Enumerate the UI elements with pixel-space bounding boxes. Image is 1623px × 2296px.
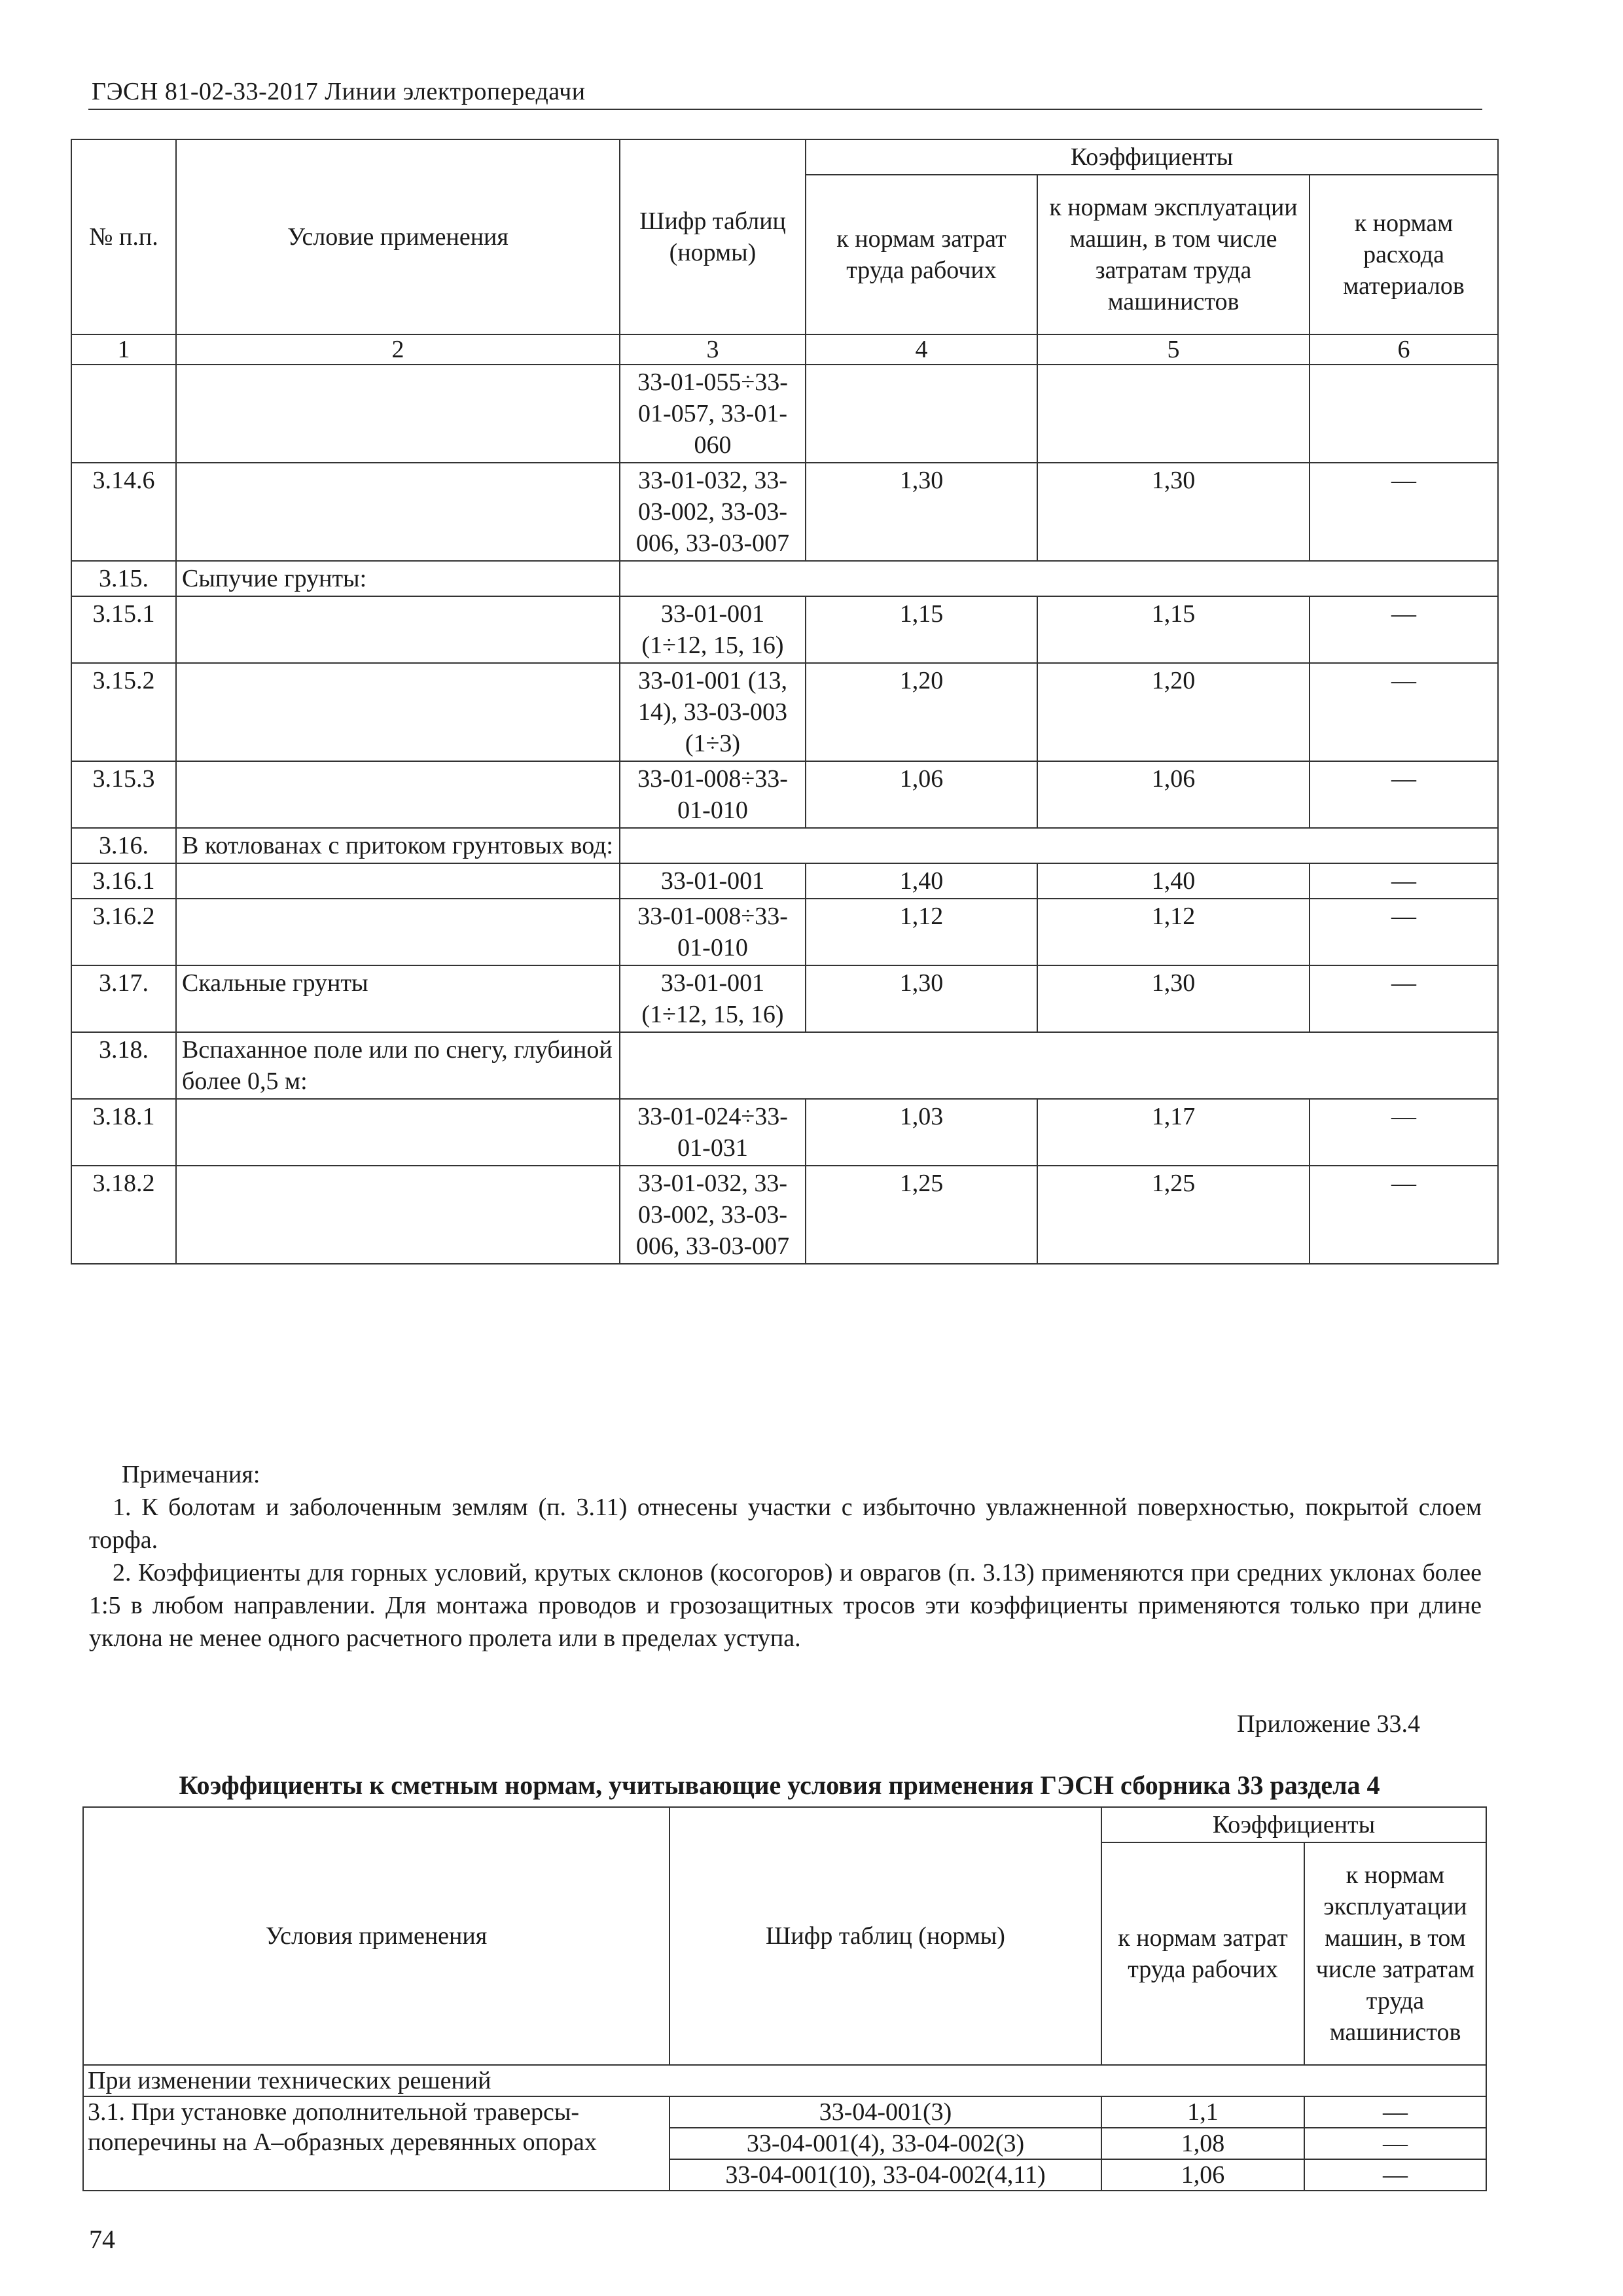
code-cell: 33-01-032, 33-03-002, 33-03-006, 33-03-007 <box>620 463 806 561</box>
row-number-cell: 3.15. <box>71 561 176 596</box>
condition-cell: В котлованах с притоком грунтовых вод: <box>176 828 620 863</box>
machines-coef-cell: 1,06 <box>1037 761 1310 828</box>
machines-coef-cell: 1,40 <box>1037 863 1310 899</box>
table-row <box>71 463 1498 561</box>
labor-coef-cell: 1,20 <box>806 663 1037 761</box>
column-index: 3 <box>620 334 806 365</box>
labor-coef-cell: 1,25 <box>806 1166 1037 1264</box>
code-cell: 33-04-001(4), 33-04-002(3) <box>669 2128 1101 2159</box>
condition-cell <box>176 899 620 965</box>
section-label: При изменении технических решений <box>83 2065 1486 2096</box>
table-row <box>71 965 1498 1032</box>
page-number: 74 <box>89 2225 115 2254</box>
condition-cell <box>176 863 620 899</box>
col-header-condition: Условия применения <box>83 1807 669 2065</box>
labor-coef-cell: 1,30 <box>806 463 1037 561</box>
materials-coef-cell: — <box>1310 863 1498 899</box>
table-row <box>83 2096 1486 2128</box>
row-number-cell: 3.17. <box>71 965 176 1032</box>
table-section-row <box>71 561 1498 596</box>
column-index: 4 <box>806 334 1037 365</box>
labor-coef-cell: 1,03 <box>806 1099 1037 1166</box>
note-item: 2. Коэффициенты для горных условий, крутых склонов (косогоров) и оврагов (п. 3.13) применяются при средних уклонах более 1:5 в любом направлении. Для монтажа проводов и грозозащитных тросов эти коэффициенты применяются только при длине уклона не менее одного расчетного пролета или в пределах уступа. <box>89 1559 1482 1652</box>
note-item: 1. К болотам и заболоченным землям (п. 3.11) отнесены участки с избыточно увлажненной поверхностью, покрытой слоем торфа. <box>89 1494 1482 1554</box>
coefficients-table-section-3 <box>71 139 1499 1265</box>
materials-coef-cell <box>1310 365 1498 463</box>
machines-coef-cell: 1,30 <box>1037 463 1310 561</box>
labor-cell: 1,1 <box>1101 2096 1304 2128</box>
table-row <box>71 899 1498 965</box>
condition-cell: Вспаханное поле или по снегу, глубиной более 0,5 м: <box>176 1032 620 1099</box>
col-header-coefficients: Коэффициенты <box>1101 1807 1486 1842</box>
labor-cell: 1,06 <box>1101 2159 1304 2191</box>
col-header-code: Шифр таблиц (нормы) <box>620 139 806 334</box>
code-cell: 33-04-001(3) <box>669 2096 1101 2128</box>
condition-cell <box>176 596 620 663</box>
notes-title: Примечания: <box>122 1461 260 1488</box>
materials-coef-cell: — <box>1310 899 1498 965</box>
labor-coef-cell: 1,30 <box>806 965 1037 1032</box>
materials-coef-cell: — <box>1310 1099 1498 1166</box>
machines-cell: — <box>1304 2128 1486 2159</box>
table-row <box>71 1166 1498 1264</box>
empty-cell <box>620 561 1498 596</box>
col-header-coefficients: Коэффициенты <box>806 139 1498 175</box>
row-number-cell: 3.14.6 <box>71 463 176 561</box>
labor-coef-cell: 1,15 <box>806 596 1037 663</box>
row-number-cell: 3.18.2 <box>71 1166 176 1264</box>
row-number-cell: 3.15.2 <box>71 663 176 761</box>
row-number-cell: 3.18. <box>71 1032 176 1099</box>
table-row <box>71 365 1498 463</box>
machines-cell: — <box>1304 2096 1486 2128</box>
col-header-machines: к нормам эксплуатации машин, в том числе затратам труда машинистов <box>1037 175 1310 334</box>
code-cell: 33-01-008÷33-01-010 <box>620 761 806 828</box>
column-index: 2 <box>176 334 620 365</box>
condition-cell <box>176 663 620 761</box>
code-cell: 33-04-001(10), 33-04-002(4,11) <box>669 2159 1101 2191</box>
code-cell: 33-01-032, 33-03-002, 33-03-006, 33-03-007 <box>620 1166 806 1264</box>
condition-cell <box>176 761 620 828</box>
code-cell: 33-01-001 <box>620 863 806 899</box>
materials-coef-cell: — <box>1310 1166 1498 1264</box>
condition-cell <box>176 1166 620 1264</box>
machines-coef-cell: 1,17 <box>1037 1099 1310 1166</box>
materials-coef-cell: — <box>1310 596 1498 663</box>
row-number-cell: 3.16.1 <box>71 863 176 899</box>
column-index: 6 <box>1310 334 1498 365</box>
table-row <box>71 1099 1498 1166</box>
col-header-labor: к нормам затрат труда рабочих <box>1101 1842 1304 2065</box>
code-cell: 33-01-001 (1÷12, 15, 16) <box>620 596 806 663</box>
row-number-cell: 3.16. <box>71 828 176 863</box>
running-header: ГЭСН 81-02-33-2017 Линии электропередачи <box>92 78 586 105</box>
table-row <box>71 863 1498 899</box>
code-cell: 33-01-001 (13, 14), 33-03-003 (1÷3) <box>620 663 806 761</box>
labor-coef-cell: 1,12 <box>806 899 1037 965</box>
col-header-condition: Условие применения <box>176 139 620 334</box>
machines-coef-cell: 1,12 <box>1037 899 1310 965</box>
row-number-cell <box>71 365 176 463</box>
materials-coef-cell: — <box>1310 663 1498 761</box>
column-index-row <box>71 334 1498 365</box>
table-row <box>71 596 1498 663</box>
column-index: 1 <box>71 334 176 365</box>
table-section-row <box>71 828 1498 863</box>
row-number-cell: 3.16.2 <box>71 899 176 965</box>
column-index: 5 <box>1037 334 1310 365</box>
labor-coef-cell: 1,40 <box>806 863 1037 899</box>
appendix-label: Приложение 33.4 <box>1237 1710 1420 1738</box>
table-row <box>71 761 1498 828</box>
machines-cell: — <box>1304 2159 1486 2191</box>
empty-cell <box>620 1032 1498 1099</box>
col-header-labor: к нормам затрат труда рабочих <box>806 175 1037 334</box>
col-header-number: № п.п. <box>71 139 176 334</box>
table-title: Коэффициенты к сметным нормам, учитывающие условия применения ГЭСН сборника 33 раздела 4 <box>179 1770 1380 1800</box>
materials-coef-cell: — <box>1310 463 1498 561</box>
condition-cell: 3.1. При установке дополнительной траверсы-поперечины на А–образных деревянных опорах <box>83 2096 669 2191</box>
condition-cell <box>176 365 620 463</box>
condition-cell <box>176 463 620 561</box>
code-cell: 33-01-024÷33-01-031 <box>620 1099 806 1166</box>
coefficients-table-section-4 <box>82 1806 1487 2191</box>
condition-cell: Сыпучие грунты: <box>176 561 620 596</box>
labor-cell: 1,08 <box>1101 2128 1304 2159</box>
row-number-cell: 3.15.1 <box>71 596 176 663</box>
row-number-cell: 3.15.3 <box>71 761 176 828</box>
header-rule <box>88 109 1482 110</box>
col-header-machines: к нормам эксплуатации машин, в том числе затратам труда машинистов <box>1304 1842 1486 2065</box>
empty-cell <box>620 828 1498 863</box>
machines-coef-cell: 1,15 <box>1037 596 1310 663</box>
condition-cell: Скальные грунты <box>176 965 620 1032</box>
materials-coef-cell: — <box>1310 761 1498 828</box>
notes-block <box>89 1458 1482 1655</box>
code-cell: 33-01-055÷33-01-057, 33-01-060 <box>620 365 806 463</box>
table-section-row <box>83 2065 1486 2096</box>
machines-coef-cell: 1,30 <box>1037 965 1310 1032</box>
labor-coef-cell <box>806 365 1037 463</box>
row-number-cell: 3.18.1 <box>71 1099 176 1166</box>
table-section-row <box>71 1032 1498 1099</box>
materials-coef-cell: — <box>1310 965 1498 1032</box>
col-header-code: Шифр таблиц (нормы) <box>669 1807 1101 2065</box>
machines-coef-cell: 1,20 <box>1037 663 1310 761</box>
machines-coef-cell <box>1037 365 1310 463</box>
col-header-materials: к нормам расхода материалов <box>1310 175 1498 334</box>
machines-coef-cell: 1,25 <box>1037 1166 1310 1264</box>
labor-coef-cell: 1,06 <box>806 761 1037 828</box>
table-row <box>71 663 1498 761</box>
condition-cell <box>176 1099 620 1166</box>
code-cell: 33-01-001 (1÷12, 15, 16) <box>620 965 806 1032</box>
code-cell: 33-01-008÷33-01-010 <box>620 899 806 965</box>
